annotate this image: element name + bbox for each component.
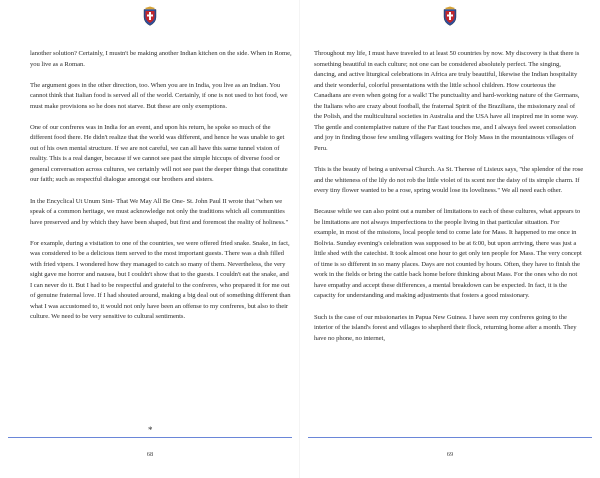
paragraph: lanother solution? Certainly, I mustn't be making another Indian kitchen on the side. When in Rome, you live as a Roman. bbox=[30, 50, 292, 68]
paragraph: For example, during a visitation to one of the countries, we were offered fried snake. Snake, in fact, was considered to be a delicious item served to the most important guests. There was a dish filled with fried vipers. I wondered how they managed to catch so many of them. Nevertheless, the very sight gave me horror and nausea, but I couldn't show that to the guests. I couldn't eat the snake, and I can never do it. But I had to be respectful and grateful to the confreres, who prepared it for me out of genuine fraternal love. If I had shouted around, making a big deal out of something different than what I was accustomed to, it would not only have been an offense to my confreres, but also to their culture. We need to be very sensitive to cultural sentiments. bbox=[30, 239, 291, 321]
coat-of-arms-icon bbox=[442, 6, 458, 26]
left-page-text bbox=[30, 49, 292, 334]
paragraph: Because while we can also point out a number of limitations to each of these cultures, what appears to be limitations are not always imperfections to the people living in that particular situation. For example, in most of the missions, local people tend to come late for Mass. It happened to me once in Bolivia. Sunday evening's celebration was supposed to be at 6:00, but upon arriving, there was just a little shed with the catechist. It took almost one hour to get only ten people for Mass. The very concept of time is so different in so many places. Days are not counted by hours. Often, they have to finish the work in the fields or bring the cattle back home before thinking about Mass. For the ones who do not have empathy and accept these differences, a mental breakdown can be expected. In fact, it is the capacity for understanding and making adjustments that fosters a good missionary. bbox=[314, 208, 582, 300]
right-page bbox=[300, 0, 600, 478]
right-page-text bbox=[314, 49, 584, 355]
section-separator: * bbox=[148, 425, 153, 435]
paragraph: One of our confreres was in India for an event, and upon his return, he spoke so much of the different food there. He didn't realize that the world was different, and hence he was unable to get out of his own mental structure. If we are not careful, we can all have this same tunnel vision of reality. This is a real danger, because if we cannot see past the simple hiccups of diverse food or general conversation across cultures, we certainly will not see past the deeper things that constitute our faith; such as respectful dialogue amongst our brothers and sisters. bbox=[30, 123, 288, 184]
footer-rule bbox=[8, 437, 292, 438]
paragraph: This is the beauty of being a universal Church. As St. Therese of Lisieux says, "the splendor of the rose and the whiteness of the lily do not rob the little violet of its scent nor the daisy of its simple charm. If every tiny flower wanted to be a rose, spring would lose its loveliness." We all need each other. bbox=[314, 165, 584, 195]
paragraph: The argument goes in the other direction, too. When you are in India, you live as an Indian. You cannot think that Italian food is served all of the world. Certainly, if one is not used to hot food, we must make provisions so he does not starve. But these are only exemptions. bbox=[30, 81, 288, 110]
footer-rule bbox=[308, 437, 592, 438]
coat-of-arms-icon bbox=[142, 6, 158, 26]
paragraph: Such is the case of our missionaries in Papua New Guinea. I have seen my confreres going to the interior of the island's forest and villages to shepherd their flock, returning home after a month. They have no phone, no internet, bbox=[314, 313, 577, 342]
paragraph: Throughout my life, I must have traveled to at least 50 countries by now. My discovery is that there is something beautiful in each culture; not one can be considered absolutely perfect. The singing, dancing, and active liturgical celebrations in Africa are truly beautiful, likewise the Indian hospitality and their wonderful, colorful presentations with the little school children. How courteous the Canadians are even when going for a walk! The punctuality and hard-working nature of the Germans, the Italians who are crazy about football, the fraternal Spirit of the Brazilians, the missionary zeal of the Polish, and the multicultural societies in Australia and the USA have all inspired me in some way. The gentle and contemplative nature of the Far East touches me, and I always feel sweet consolation and joy in finding those few smiling villagers waiting for Holy Mass in the mountainous villages of Peru. bbox=[314, 50, 580, 152]
paragraph: In the Encyclical Ut Unum Sint- That We May All Be One- St. John Paul II wrote that "when we speak of a common heritage, we must acknowledge not only the traditions which all communities have preserved and by which they have been shaped, but first and foremost the reality of holiness." bbox=[30, 197, 289, 226]
page-number: 69 bbox=[446, 451, 454, 458]
page-number: 68 bbox=[146, 451, 154, 458]
